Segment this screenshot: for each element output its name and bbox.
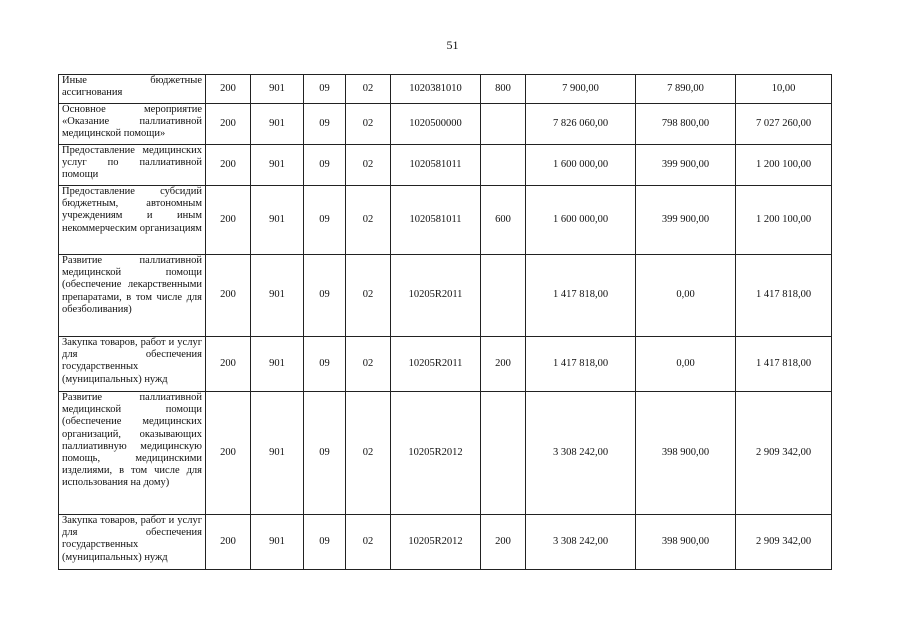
sum-total-cell: 3 308 242,00 (526, 392, 636, 515)
subsection-cell: 02 (346, 145, 391, 186)
subsection-cell: 02 (346, 515, 391, 570)
sum-3-cell: 2 909 342,00 (736, 392, 832, 515)
table-row (59, 104, 832, 145)
sum-3-cell: 7 027 260,00 (736, 104, 832, 145)
row-name-cell: Закупка товаров, работ и услуг для обеспечения государственных (муниципальных) нужд (59, 515, 206, 570)
row-name-cell: Предоставление субсидий бюджетным, автономным учреждениям и иным некоммерческим организациям (59, 186, 206, 255)
expense-type-cell (481, 145, 526, 186)
subsection-cell: 02 (346, 75, 391, 104)
section-cell: 09 (304, 392, 346, 515)
target-article-cell: 1020581011 (391, 186, 481, 255)
grbs-cell: 200 (206, 186, 251, 255)
row-name-cell: Основное мероприятие «Оказание паллиативной медицинской помощи» (59, 104, 206, 145)
grbs-cell: 200 (206, 104, 251, 145)
sum-3-cell: 1 417 818,00 (736, 255, 832, 337)
target-article-cell: 10205R2012 (391, 392, 481, 515)
ved-cell: 901 (251, 75, 304, 104)
sum-2-cell: 0,00 (636, 255, 736, 337)
target-article-cell: 1020500000 (391, 104, 481, 145)
sum-3-cell: 1 417 818,00 (736, 337, 832, 392)
page-number: 51 (446, 38, 459, 52)
row-name-cell: Развитие паллиативной медицинской помощи (обеспечение лекарственными препаратами, в том числе для обезболивания) (59, 255, 206, 337)
target-article-cell: 10205R2011 (391, 255, 481, 337)
table-row (59, 255, 832, 337)
sum-total-cell: 7 826 060,00 (526, 104, 636, 145)
table-row (59, 515, 832, 570)
table-row (59, 392, 832, 515)
grbs-cell: 200 (206, 392, 251, 515)
section-cell: 09 (304, 75, 346, 104)
sum-total-cell: 1 417 818,00 (526, 255, 636, 337)
sum-2-cell: 798 800,00 (636, 104, 736, 145)
expense-type-cell: 600 (481, 186, 526, 255)
sum-3-cell: 1 200 100,00 (736, 145, 832, 186)
sum-3-cell: 1 200 100,00 (736, 186, 832, 255)
sum-total-cell: 1 600 000,00 (526, 145, 636, 186)
sum-2-cell: 398 900,00 (636, 392, 736, 515)
subsection-cell: 02 (346, 186, 391, 255)
row-name-cell: Закупка товаров, работ и услуг для обеспечения государственных (муниципальных) нужд (59, 337, 206, 392)
target-article-cell: 1020581011 (391, 145, 481, 186)
ved-cell: 901 (251, 337, 304, 392)
sum-total-cell: 1 600 000,00 (526, 186, 636, 255)
section-cell: 09 (304, 515, 346, 570)
section-cell: 09 (304, 104, 346, 145)
row-name-cell: Предоставление медицинских услуг по паллиативной помощи (59, 145, 206, 186)
sum-2-cell: 399 900,00 (636, 186, 736, 255)
section-cell: 09 (304, 186, 346, 255)
expense-type-cell (481, 392, 526, 515)
target-article-cell: 1020381010 (391, 75, 481, 104)
table-row (59, 337, 832, 392)
grbs-cell: 200 (206, 75, 251, 104)
sum-2-cell: 0,00 (636, 337, 736, 392)
sum-2-cell: 7 890,00 (636, 75, 736, 104)
ved-cell: 901 (251, 104, 304, 145)
sum-total-cell: 1 417 818,00 (526, 337, 636, 392)
subsection-cell: 02 (346, 392, 391, 515)
subsection-cell: 02 (346, 337, 391, 392)
section-cell: 09 (304, 145, 346, 186)
ved-cell: 901 (251, 255, 304, 337)
grbs-cell: 200 (206, 337, 251, 392)
subsection-cell: 02 (346, 104, 391, 145)
table-row (59, 186, 832, 255)
expense-type-cell: 800 (481, 75, 526, 104)
ved-cell: 901 (251, 145, 304, 186)
sum-3-cell: 2 909 342,00 (736, 515, 832, 570)
table-row (59, 75, 832, 104)
grbs-cell: 200 (206, 255, 251, 337)
sum-total-cell: 7 900,00 (526, 75, 636, 104)
ved-cell: 901 (251, 186, 304, 255)
sum-2-cell: 398 900,00 (636, 515, 736, 570)
section-cell: 09 (304, 337, 346, 392)
target-article-cell: 10205R2011 (391, 337, 481, 392)
row-name-cell: Развитие паллиативной медицинской помощи (обеспечение медицинских организаций, оказывающих паллиативную медицинскую помощь, медицинскими изделиями, в том числе для использования на дому) (59, 392, 206, 515)
expense-type-cell: 200 (481, 337, 526, 392)
table-row (59, 145, 832, 186)
expense-type-cell (481, 255, 526, 337)
expense-type-cell (481, 104, 526, 145)
target-article-cell: 10205R2012 (391, 515, 481, 570)
ved-cell: 901 (251, 392, 304, 515)
budget-table (58, 74, 832, 570)
sum-2-cell: 399 900,00 (636, 145, 736, 186)
sum-3-cell: 10,00 (736, 75, 832, 104)
ved-cell: 901 (251, 515, 304, 570)
expense-type-cell: 200 (481, 515, 526, 570)
row-name-cell: Иные бюджетные ассигнования (59, 75, 206, 104)
grbs-cell: 200 (206, 145, 251, 186)
subsection-cell: 02 (346, 255, 391, 337)
sum-total-cell: 3 308 242,00 (526, 515, 636, 570)
grbs-cell: 200 (206, 515, 251, 570)
section-cell: 09 (304, 255, 346, 337)
